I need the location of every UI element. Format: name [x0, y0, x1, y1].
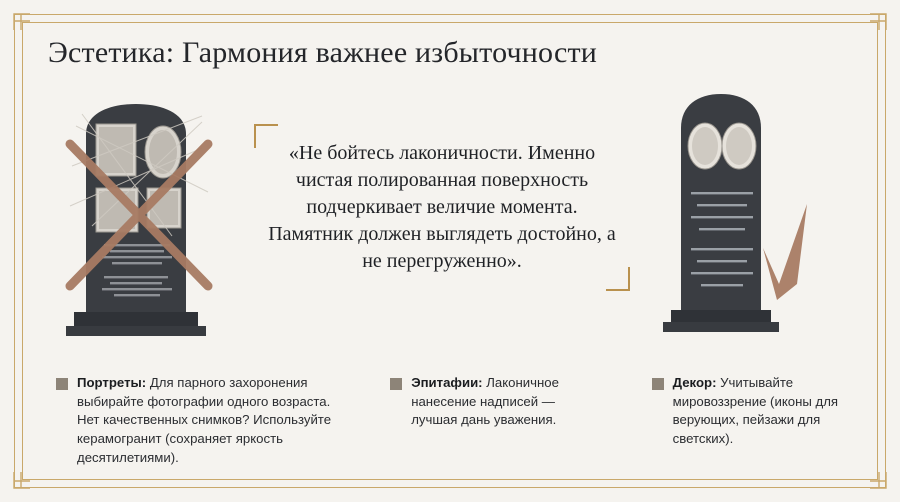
- bullet-square-icon: [652, 377, 664, 395]
- notes-row: [56, 374, 856, 468]
- note-item: [652, 374, 856, 468]
- note-body: [77, 374, 338, 468]
- minimal-monument-illustration: [655, 88, 815, 346]
- bullet-square-icon: [56, 377, 68, 395]
- quote-block: [268, 140, 616, 275]
- corner-ornament-icon: [12, 12, 46, 46]
- corner-ornament-icon: [12, 456, 46, 490]
- quote-corner-ornament-icon: [606, 267, 630, 291]
- note-label: Портреты:: [77, 375, 147, 390]
- quote-text: «Не бойтесь лаконичности. Именно чистая полированная поверхность подчеркивает величие момента. Памятник должен выглядеть достойно, а не перегруженно».: [268, 142, 616, 272]
- corner-ornament-icon: [854, 12, 888, 46]
- note-description: Для парного захоронения выбирайте фотографии одного возраста. Нет качественных снимков? Используйте керамогранит (сохраняет яркость десятилетиями).: [77, 375, 332, 465]
- bullet-square-icon: [390, 377, 402, 395]
- note-description: Лаконичное нанесение надписей — лучшая дань уважения.: [411, 375, 559, 428]
- note-label: Эпитафии:: [411, 375, 483, 390]
- note-body: [673, 374, 856, 449]
- overloaded-monument-illustration: [52, 96, 242, 346]
- quote-corner-ornament-icon: [254, 124, 278, 148]
- note-body: [411, 374, 589, 430]
- note-item: [390, 374, 589, 468]
- note-description: Учитывайте мировоззрение (иконы для верующих, пейзажи для светских).: [672, 375, 839, 447]
- note-label: Декор:: [672, 375, 717, 390]
- page-title: Эстетика: Гармония важнее избыточности: [48, 36, 598, 69]
- note-item: [56, 374, 338, 468]
- corner-ornament-icon: [854, 456, 888, 490]
